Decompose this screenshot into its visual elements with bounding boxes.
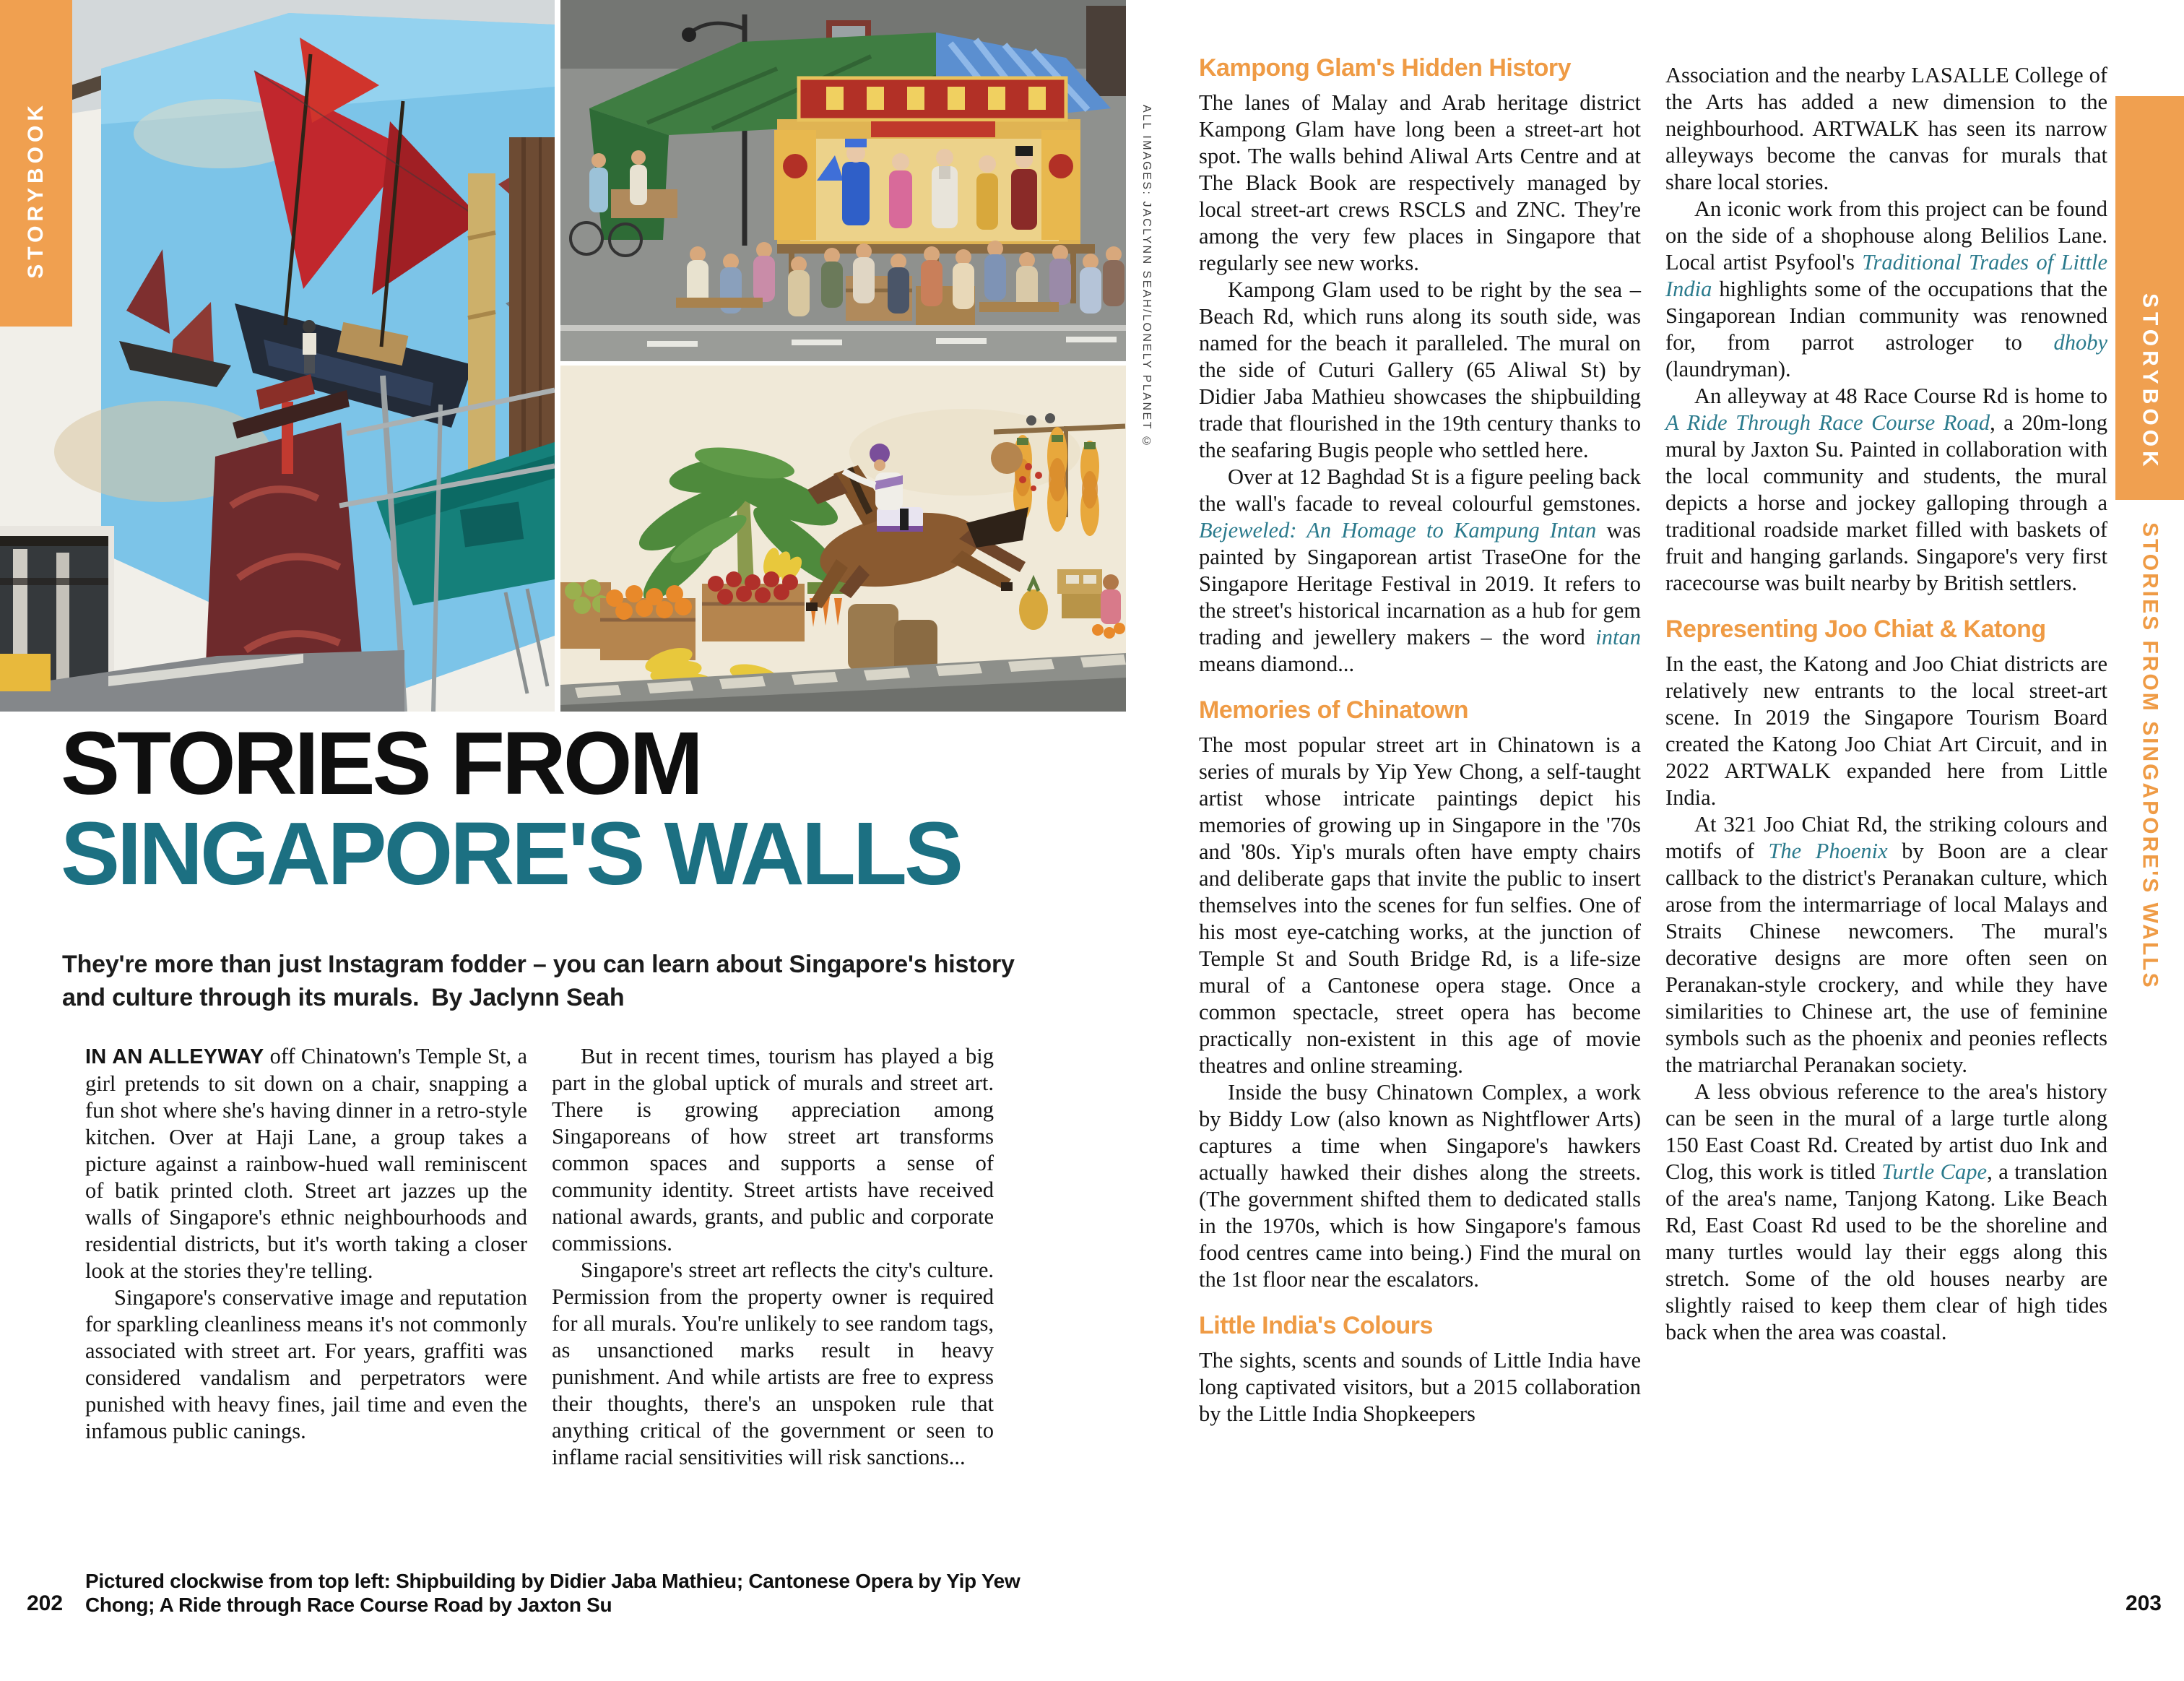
body-text: Kampong Glam used to be right by the sea – Beach Rd, which runs along its south side, was named for the beach it paralleled. The mural on the side of Cuturi Gallery (65 Aliwal St) by Didier Jaba Mathieu showcases the shipbuilding trade that flourished in the 19th century thanks to the seafaring Bugis people who settled here. [1199,277,1641,462]
page-number-left: 202 [27,1591,64,1615]
photo-credit [1134,105,1158,450]
body-text: Over at 12 Baghdad St is a figure peeling back the wall's facade to reveal colourful gemstones. [1199,464,1641,516]
body-paragraph [1665,62,2107,196]
body-text: highlights some of the occupations that the Singaporean Indian community was renowned for, from parrot astrologer to [1665,277,2107,355]
body-paragraph [1665,1079,2107,1346]
article-title-line1: STORIES FROM [61,714,701,813]
shipbuilding-mural-photo [0,0,555,712]
standfirst: They're more than just Instagram fodder – you can learn about Singapore's history and culture through its murals. By Jaclynn Seah [62,951,1015,1011]
body-text: means diamond... [1199,652,1355,676]
body-paragraph [1665,811,2107,1079]
body-paragraph [1665,383,2107,597]
body-text: In the east, the Katong and Joo Chiat districts are relatively new entrants to the local street-art scene. In 2019 the Singapore Tourism Board created the Katong Joo Chiat Art Circuit, and in 2022 ARTWALK expanded here from Little India. [1665,652,2107,810]
body-paragraph [1199,1079,1641,1293]
body-paragraph [85,1043,527,1284]
body-paragraph [85,1284,527,1445]
body-text: A less obvious reference to the area's history can be seen in the mural of a large turtle along 150 East Coast Rd. Created by artist duo Ink and Clog, this work is titled [1665,1079,2107,1184]
body-text: Singapore's conservative image and reputation for sparkling cleanliness means it's not commonly associated with street art. For years, graffiti was considered vandalism and perpetrators were punished with heavy fines, jail time and even the infamous public canings. [85,1285,527,1443]
body-text: But in recent times, tourism has played a big part in the global uptick of murals and street art. There is growing appreciation among Singaporeans of how street art transforms common spaces and supports a sense of community identity. Street artists have received national awards, grants, and public and corporate commissions. [552,1044,994,1256]
body-text: The most popular street art in Chinatown is a series of murals by Yip Yew Chong, a self-taught artist whose intricate paintings depict his memories of growing up in Singapore in the '70s and '80s. Yip's murals often have empty chairs and deliberate gaps that invite the public to insert themselves into the scenes for fun selfies. One of his most eye-catching works, at the junction of Temple St and South Bridge Rd, is a life-size mural of a Cantonese opera stage. Once a common spectacle, street opera has become practically non-existent in this age of movie theatres and online streaming. [1199,733,1641,1078]
body-paragraph [1665,196,2107,383]
body-text: was painted by Singaporean artist TraseOne for the Singapore Heritage Festival in 2019. It refers to the street's historical incarnation as a hub for gem trading and jewellery makers – the word [1199,518,1641,649]
mural-name-italic: Traditional Trades of Little India [1665,250,2107,301]
storybook-tab-left [0,0,72,327]
lead-in-text: IN AN ALLEYWAY [85,1045,264,1068]
body-column-3 [1199,53,1641,1657]
body-text: Inside the busy Chinatown Complex, a work by Biddy Low (also known as Nightflower Arts) captures a time when Singapore's hawkers actually hawked their dishes along the streets. (The government shifted them to dedicated stalls in the 1970s, which is how Singapore's famous food centres came into being.) Find the mural on the 1st floor near the escalators. [1199,1080,1641,1292]
body-paragraph [1199,90,1641,277]
storybook-tab-left-label: STORYBOOK [24,101,48,279]
body-text: The lanes of Malay and Arab heritage district Kampong Glam have long been a street-art hot spot. The walls behind Aliwal Arts Centre and at The Black Book are respectively managed by local street-art crews RSCLS and ZNC. They're among the very few places in Singapore that regularly see new works. [1199,90,1641,275]
body-paragraph [1199,277,1641,464]
body-column-1 [85,1043,527,1520]
body-column-4 [1665,62,2107,1507]
mural-name-italic: A Ride Through Race Course Road [1665,410,1990,435]
storybook-tab-right-label: STORYBOOK [2138,293,2162,471]
body-paragraph [1199,1347,1641,1427]
body-paragraph [1199,732,1641,1079]
mural-name-italic: intan [1595,625,1641,649]
mural-name-italic: Turtle Cape [1881,1159,1988,1184]
storybook-tab-right [2115,96,2184,500]
body-text: by Boon are a clear callback to the district's Peranakan culture, which arose from the intermarriage of local Malays and Straits Chinese newcomers. The mural's decorative designs are more often seen on Peranakan-style crockery, and while they have similarities to Chinese art, the use of feminine symbols such as the phoenix and peonies reflects the matriarchal Peranakan society. [1665,839,2108,1077]
body-paragraph [552,1043,994,1257]
shipbuilding-mural-illustration [0,0,555,712]
section-heading: Little India's Colours [1199,1312,1433,1339]
chapter-edge-label [2115,522,2184,1086]
body-text: Singapore's street art reflects the city's culture. Permission from the property owner is required for all murals. You're unlikely to see random tags, as unsanctioned marks result in heavy punishment. And while artists are free to express their thoughts, there's an unspoken rule that anything critical of the government or seen to inflame racial sensitivities will risk sanctions... [552,1258,994,1469]
body-text: Association and the nearby LASALLE College of the Arts has added a new dimension to the neighbourhood. ARTWALK has seen its narrow alleyways become the canvas for murals that share local stories. [1665,63,2107,194]
section-heading: Memories of Chinatown [1199,696,1468,724]
body-text: An alleyway at 48 Race Course Rd is home to [1694,384,2107,408]
section-heading: Representing Joo Chiat & Katong [1665,615,2046,643]
mural-name-italic: dhoby [2053,330,2107,355]
body-text: An iconic work from this project can be found on the side of a shophouse along Belilios Lane. Local artist Psyfool's [1665,196,2107,275]
body-text: , a 20m-long mural by Jaxton Su. Painted in collaboration with the local community and students, the mural depicts a horse and jockey galloping through a traditional roadside market filled with baskets of fruit and hanging garlands. Singapore's very first racecourse was built nearby by British settlers. [1665,410,2107,595]
article-title-line2: SINGAPORE'S WALLS [61,805,961,904]
race-course-mural-photo [560,366,1126,712]
cantonese-opera-mural-photo [560,0,1126,361]
race-course-mural-illustration [560,366,1126,712]
body-paragraph [1665,651,2107,811]
body-text: (laundryman). [1665,357,1791,381]
body-text: The sights, scents and sounds of Little India have long captivated visitors, but a 2015 collaboration by the Little India Shopkeepers [1199,1348,1641,1426]
photo-caption: Pictured clockwise from top left: Shipbuilding by Didier Jaba Mathieu; Cantonese Opera by Yip Yew Chong; A Ride through Race Course Road by Jaxton Su [85,1570,1020,1616]
body-paragraph [1199,464,1641,678]
body-text: , a translation of the area's name, Tanjong Katong. Like Beach Rd, East Coast Rd used to be the shoreline and many turtles would lay their eggs along this stretch. Some of the old houses nearby are slightly raised to keep them clear of high tides back when the area was coastal. [1665,1159,2107,1344]
section-heading: Kampong Glam's Hidden History [1199,54,1571,82]
body-column-2 [552,1043,994,1520]
mural-name-italic: Bejeweled: An Homage to Kampung Intan [1199,518,1597,543]
photo-credit-text: ALL IMAGES: JACLYNN SEAH/LONELY PLANET © [1140,105,1153,450]
chapter-edge-label-text: STORIES FROM SINGAPORE'S WALLS [2138,522,2162,990]
body-text: off Chinatown's Temple St, a girl pretends to sit down on a chair, snapping a fun shot where she's having dinner in a retro-style kitchen. Over at Haji Lane, a group takes a picture against a rainbow-hued wall reminiscent of batik printed cloth. Street art jazzes up the walls of Singapore's ethnic neighbourhoods and residential districts, but it's worth taking a closer look at the stories they're telling. [85,1044,527,1283]
body-paragraph [552,1257,994,1471]
page-number-right: 203 [2125,1591,2162,1615]
body-text: At 321 Joo Chiat Rd, the striking colours and motifs of [1665,812,2107,863]
cantonese-opera-mural-illustration [560,0,1126,361]
mural-name-italic: The Phoenix [1768,839,1888,863]
